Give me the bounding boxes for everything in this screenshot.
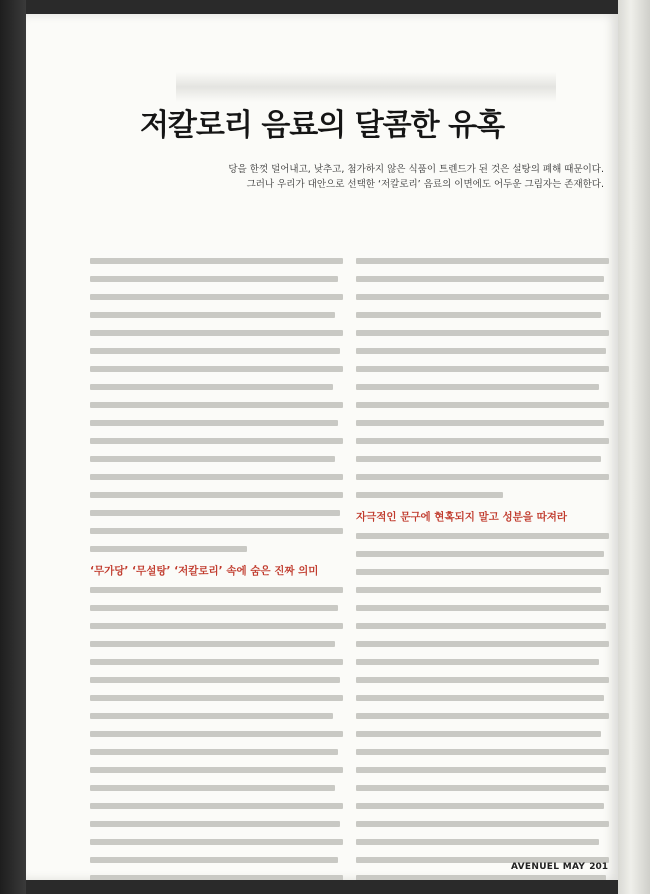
text-line [356,803,604,809]
text-line [90,623,343,629]
column-right [356,258,609,880]
text-line [90,875,343,880]
page-title: 저칼로리 음료의 달콤한 유혹 [139,108,505,143]
column-left [90,258,343,880]
text-line [356,821,609,827]
text-line [356,551,604,557]
text-line [356,384,599,390]
text-line [90,294,343,300]
text-line [356,785,609,791]
text-line [356,569,609,575]
text-line [90,474,343,480]
text-line [90,821,340,827]
binding-shadow [0,0,26,894]
text-line [356,677,609,683]
text-line [90,641,335,647]
text-line [356,420,604,426]
subtitle [114,162,604,192]
section-heading: 자극적인 문구에 현혹되지 말고 성분을 따져라 [356,511,567,523]
magazine-page [26,14,618,880]
text-line [90,348,340,354]
text-line [90,749,338,755]
text-line [356,713,609,719]
text-line [90,587,343,593]
show-through [176,72,556,102]
page-edge [618,0,650,894]
text-line [356,875,606,880]
text-line [90,695,343,701]
text-line [90,456,335,462]
text-line [90,528,343,534]
text-line [356,402,609,408]
text-line [90,785,335,791]
text-line [90,605,338,611]
page-footer [511,862,608,872]
text-line [90,402,343,408]
page-number: 201 [589,862,608,872]
text-line [90,857,338,863]
text-line [90,839,343,845]
text-line [356,695,604,701]
text-line [356,641,609,647]
text-line [356,533,609,539]
text-line [356,276,604,282]
text-line [90,510,340,516]
text-line [90,767,343,773]
text-line [356,492,503,498]
subtitle-line: 당을 한껏 덜어내고, 낮추고, 첨가하지 않은 식품이 트렌드가 된 것은 설탕의 폐해 때문이다. [228,164,604,175]
subtitle-line: 그러나 우리가 대안으로 선택한 ‘저칼로리’ 음료의 이면에도 어두운 그림자는 존재한다. [246,179,604,190]
text-line [90,420,338,426]
text-line [356,659,599,665]
text-line [90,677,340,683]
text-line [356,839,599,845]
text-line [356,348,606,354]
text-line [356,312,601,318]
text-line [90,384,333,390]
text-line [90,803,343,809]
text-line [90,713,333,719]
text-line [356,731,601,737]
text-line [356,438,609,444]
text-line [90,546,247,552]
text-line [356,749,609,755]
text-line [356,587,601,593]
text-line [356,366,609,372]
text-line [90,366,343,372]
magazine-name: AVENUEL MAY [511,862,586,872]
text-line [90,492,343,498]
text-line [90,659,343,665]
text-line [356,258,609,264]
text-line [356,474,609,480]
text-line [356,330,609,336]
section-heading: ‘무가당’ ‘무설탕’ ‘저칼로리’ 속에 숨은 진짜 의미 [90,565,319,577]
text-line [90,330,343,336]
text-line [356,456,601,462]
text-line [90,731,343,737]
text-line [356,605,609,611]
text-line [90,312,335,318]
text-line [356,767,606,773]
text-line [90,258,343,264]
text-line [356,623,606,629]
text-line [90,438,343,444]
text-line [356,294,609,300]
text-line [90,276,338,282]
